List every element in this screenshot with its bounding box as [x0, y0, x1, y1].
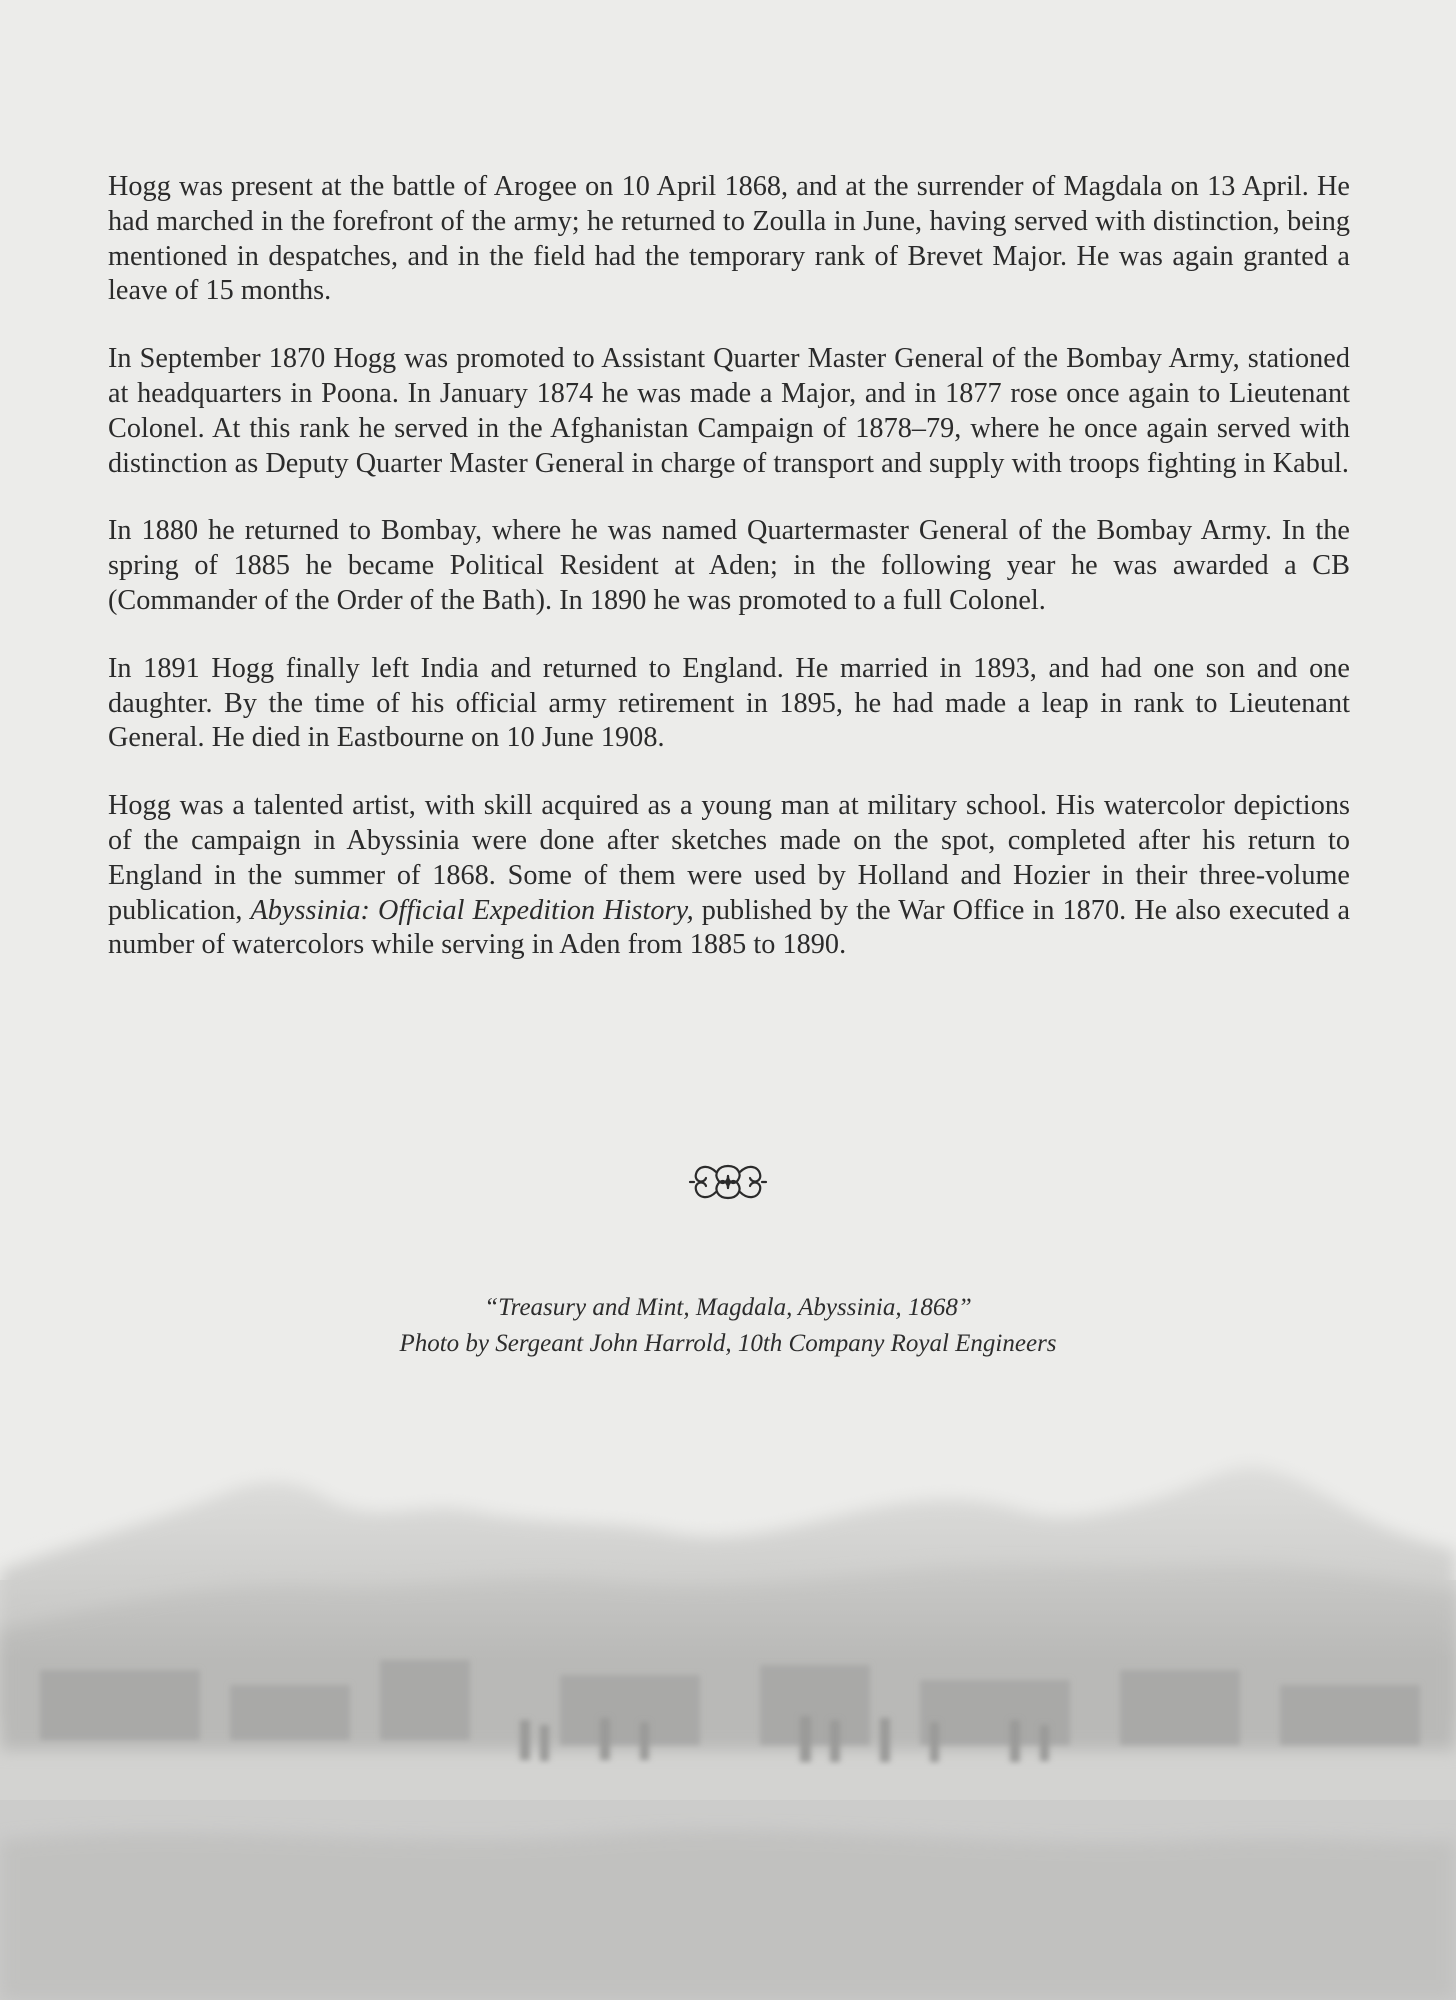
- paragraph-4: In 1891 Hogg finally left India and returned to England. He married in 1893, and had one son and one daughter. By the time of his official army retirement in 1895, he had made a leap in rank to Lieutenant General. He died in Eastbourne on 10 June 1908.: [108, 652, 1350, 754]
- faded-landscape-photo: [0, 1420, 1456, 2000]
- caption-credit: Photo by Sergeant John Harrold, 10th Company Royal Engineers: [399, 1330, 1057, 1357]
- paragraph-3: In 1880 he returned to Bombay, where he was named Quartermaster General of the Bombay Army. In the spring of 1885 he became Political Resident at Aden; in the following year he was awarded a CB (Commander of the Order of the Bath). In 1890 he was promoted to a full Colonel.: [108, 515, 1350, 616]
- photo-caption: [0, 1290, 1456, 1362]
- floral-ornament-icon: [688, 1160, 768, 1204]
- caption-title: “Treasury and Mint, Magdala, Abyssinia, 1868”: [484, 1294, 972, 1321]
- paragraph-5-text-before: Hogg was a talented artist, with skill acquired as a young man at military school. His watercolor depictions of the campaign in Abyssinia were done after sketches made on the spot, completed after his return to England in the summer of 1868. Some of them were used by Holland and Hozier in their three-volume publication,: [108, 790, 1350, 926]
- paragraph-1: Hogg was present at the battle of Arogee on 10 April 1868, and at the surrender of Magdala on 13 April. He had marched in the forefront of the army; he returned to Zoulla in June, having served with distinction, being mentioned in despatches, and in the field had the temporary rank of Brevet Major. He was again granted a leave of 15 months.: [108, 171, 1350, 307]
- paragraph-2: In September 1870 Hogg was promoted to Assistant Quarter Master General of the Bombay Army, stationed at headquarters in Poona. In January 1874 he was made a Major, and in 1877 rose once again to Lieutenant Colonel. At this rank he served in the Afghanistan Campaign of 1878–79, where he once again served with distinction as Deputy Quarter Master General in charge of transport and supply with troops fighting in Kabul.: [108, 343, 1350, 479]
- book-title: Abyssinia: Official Expedition History,: [250, 894, 694, 926]
- body-text: [108, 170, 1350, 996]
- paragraph-5: [108, 789, 1350, 963]
- paragraph-5-text-after: published by the War Office in 1870. He also executed a number of watercolors while serving in Aden from 1885 to 1890.: [108, 894, 1351, 961]
